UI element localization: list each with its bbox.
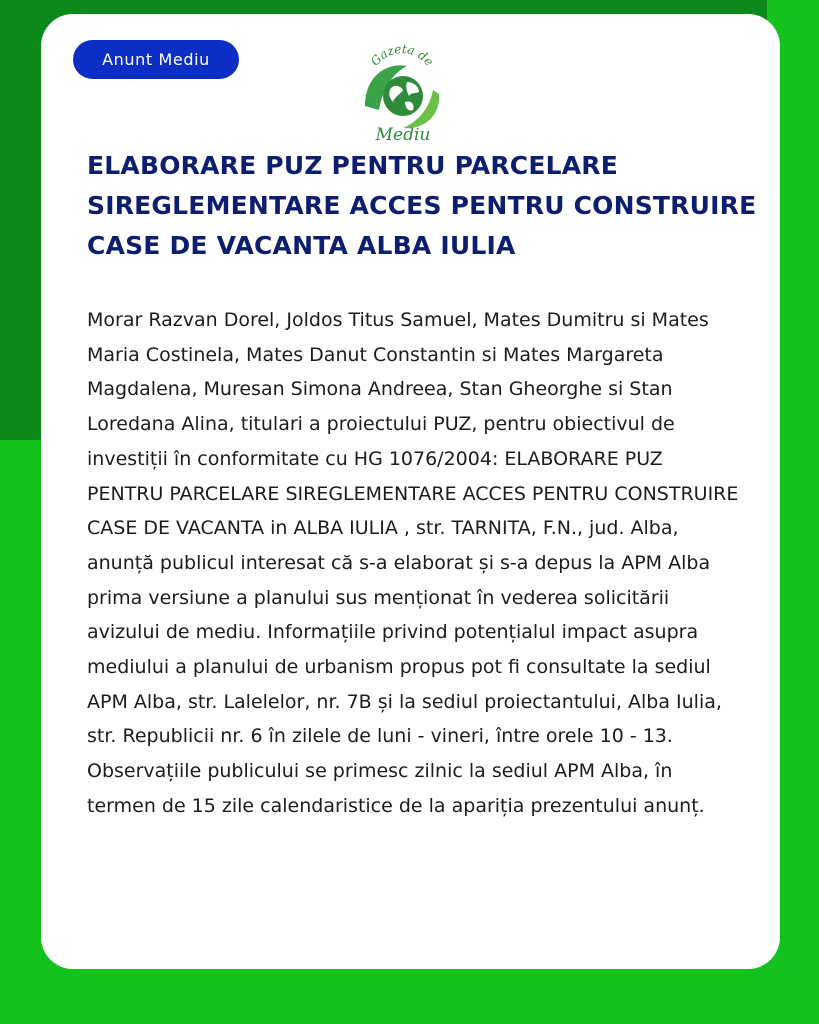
gazeta-de-mediu-logo <box>357 36 447 146</box>
logo-text-top: Gazeta de <box>367 41 437 69</box>
category-badge <box>73 40 239 79</box>
svg-text:Gazeta de <box>368 42 436 69</box>
globe-leaf-icon <box>357 36 447 146</box>
announcement-body: Morar Razvan Dorel, Joldos Titus Samuel, Mates Dumitru si Mates Maria Costinela, Mates Danut Constantin si Mates Margareta Magdalena, Muresan Simona Andreea, Stan Gheorghe si Stan Loredana Alina, titulari a proiectului PUZ, pentru obiectivul de investiții în conformitate cu HG 1076/2004: ELABORARE PUZ PENTRU PARCELARE SIREGLEMENTARE ACCES PENTRU CONSTRUIRE CASE DE VACANTA in ALBA IULIA , str. TARNITA, F.N., jud. Alba, anunță publicul interesat că s-a elaborat și s-a depus la APM Alba prima versiune a planului sus menționat în vederea solicitării avizului de mediu. Informațiile privind potențialul impact asupra mediului a planului de urbanism propus pot fi consultate la sediul APM Alba, str. Lalelelor, nr. 7B și la sediul proiectantului, Alba Iulia, str. Republicii nr. 6 în zilele de luni - vineri, între orele 10 - 13. Observațiile publicului se primesc zilnic la sediul APM Alba, în termen de 15 zile calendaristice de la apariția prezentului anunț. <box>87 309 739 817</box>
category-badge-label: Anunt Mediu <box>102 50 210 69</box>
announcement-card <box>41 14 780 969</box>
headline: ELABORARE PUZ PENTRU PARCELARE SIREGLEMENTARE ACCES PENTRU CONSTRUIRE CASE DE VACANTA ALBA IULIA <box>87 151 757 260</box>
logo-text-bottom: Mediu <box>375 125 431 145</box>
